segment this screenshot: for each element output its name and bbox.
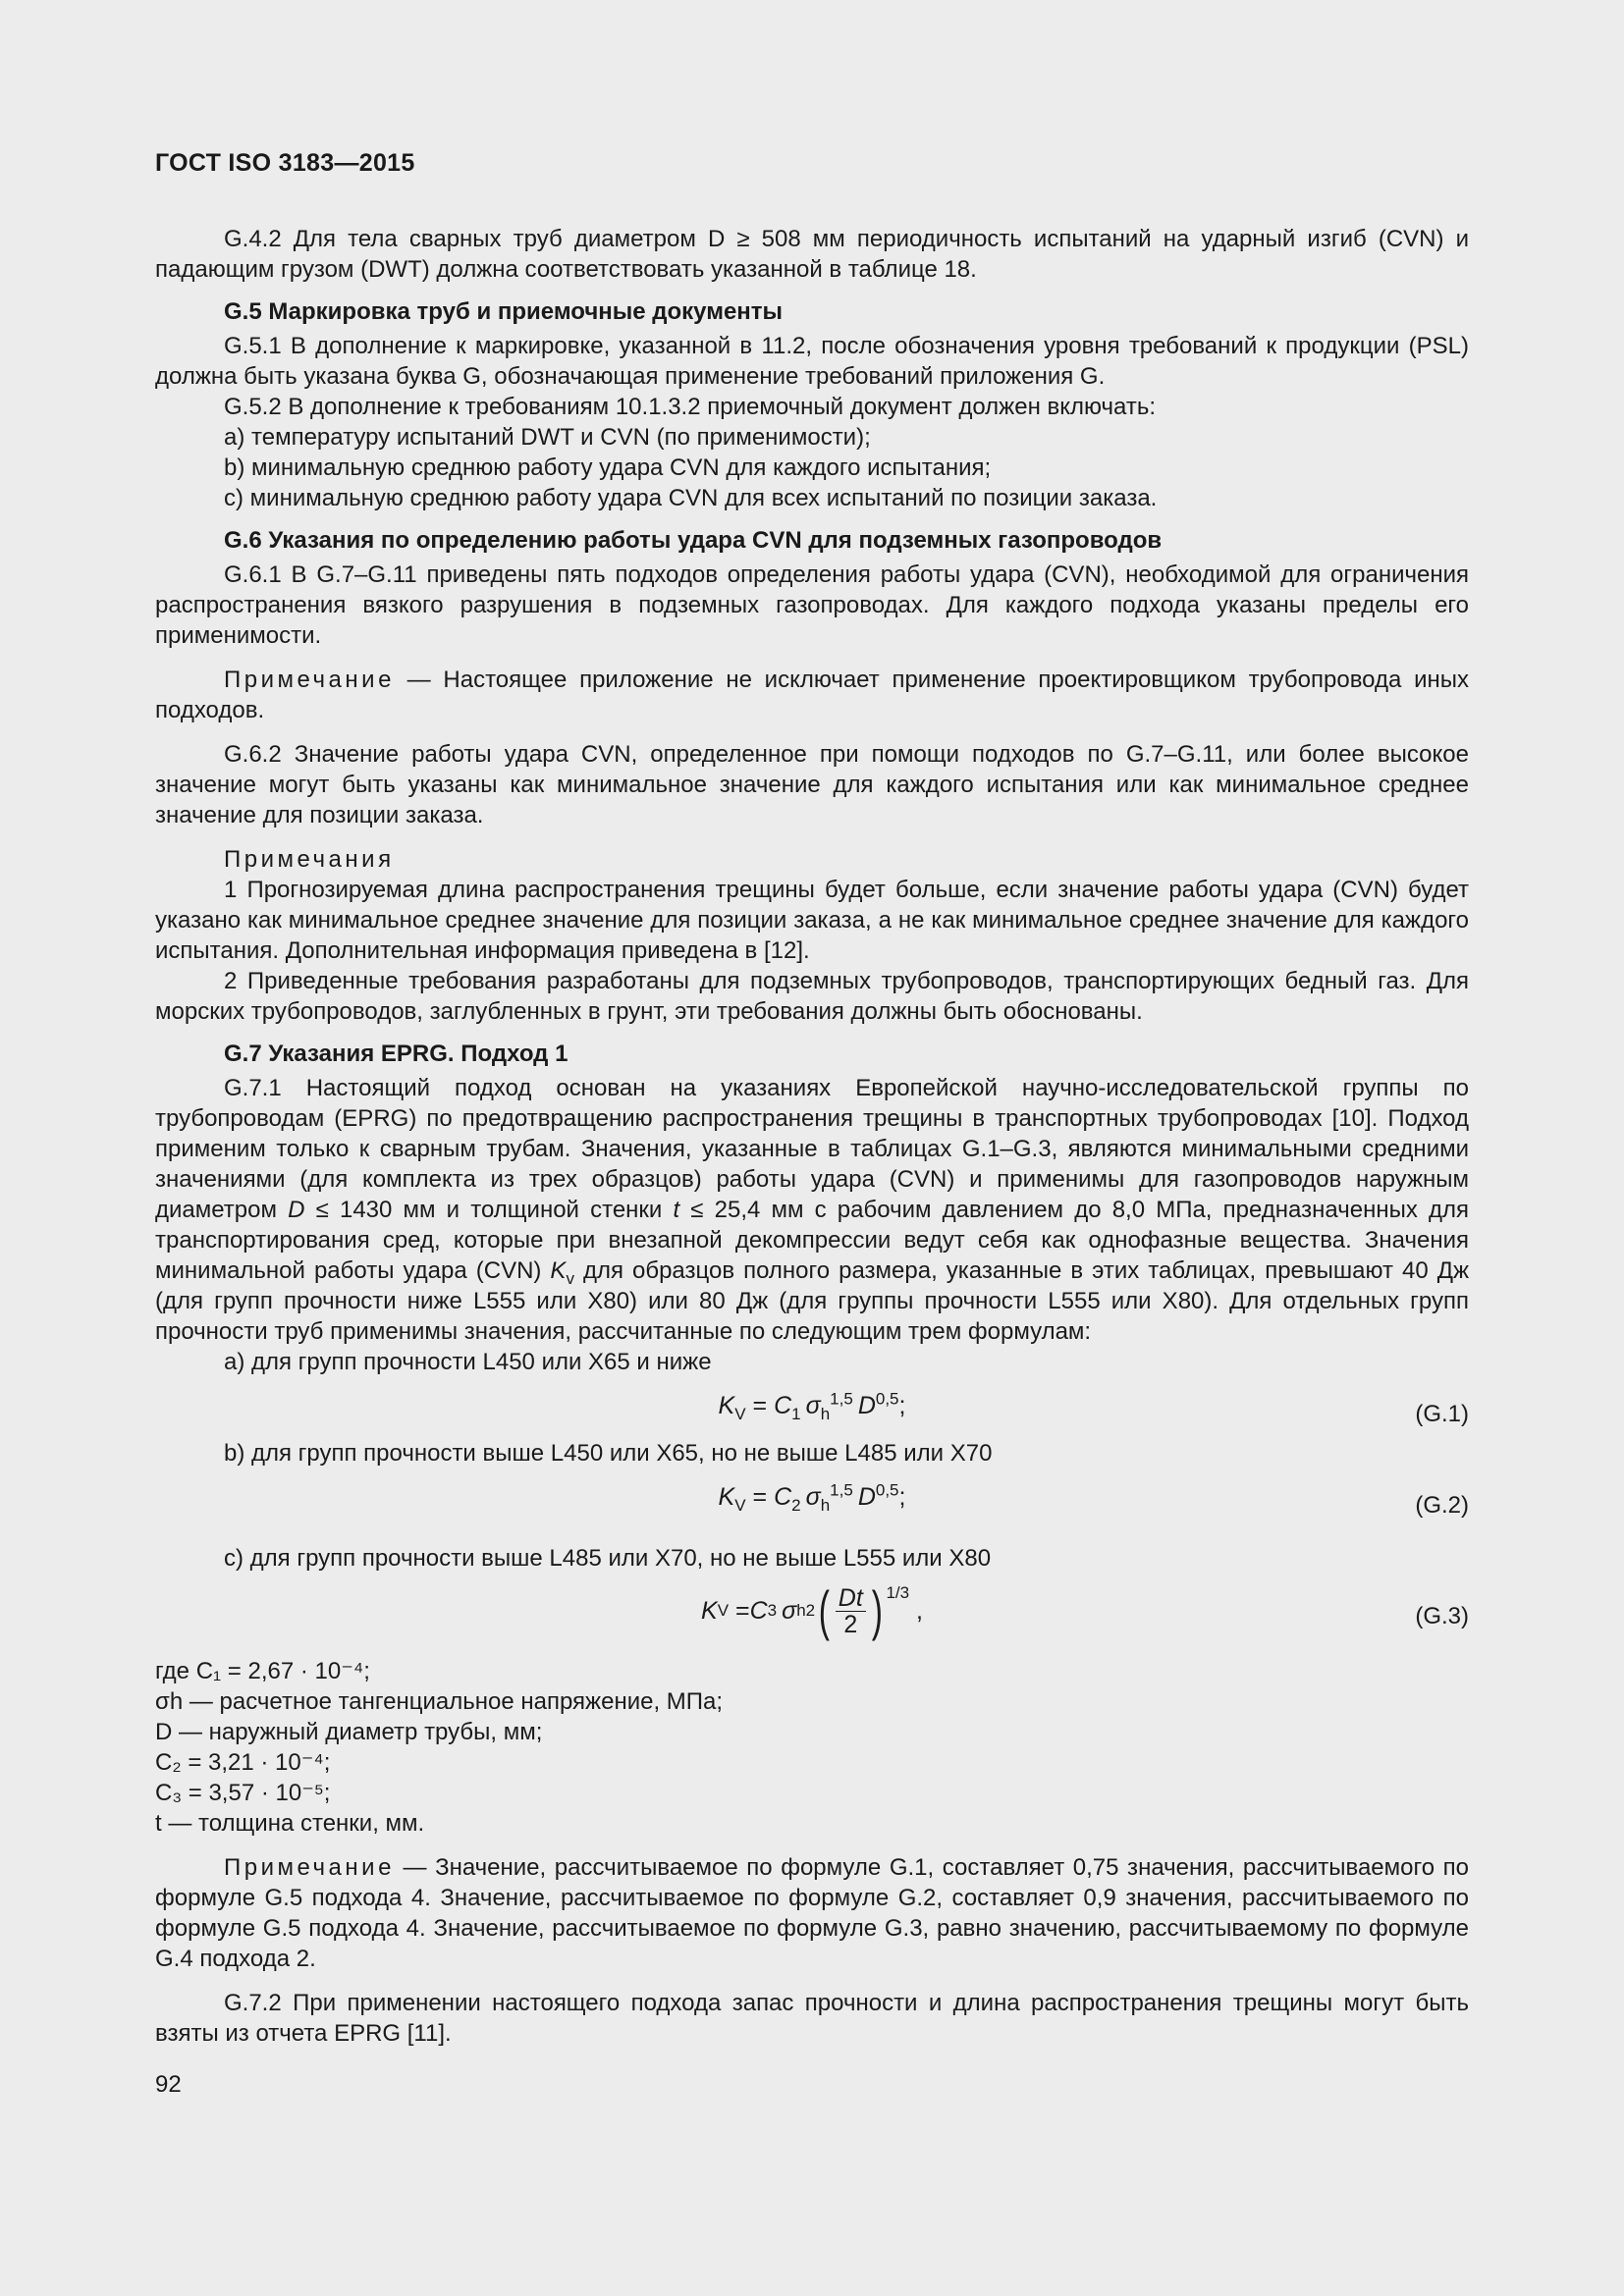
formula-item-c: c) для групп прочности выше L485 или X70, но не выше L555 или X80 [224, 1545, 992, 1572]
symbol-kv: K [550, 1257, 567, 1284]
legend-line: C₂ = 3,21 · 10⁻⁴; [155, 1749, 331, 1776]
formula-g1: $K_V = C_1$ $\sigma_h^{1,5}$ D$^{0,5}$; [718, 1389, 906, 1423]
paragraph-g42: G.4.2 Для тела сварных труб диаметром D ≥ 508 мм периодичность испытаний на ударный изгиб (CVN) и падающим грузом (DWT) должна соответствовать указанной в таблице 18. [155, 226, 1469, 283]
note-label: Примечание [224, 667, 395, 693]
note-item-2: 2 Приведенные требования разработаны для подземных трубопроводов, транспортирующих бедный газ. Для морских трубопроводов, заглубленных в грунт, эти требования должны быть обоснованы. [155, 968, 1469, 1025]
page-number: 92 [155, 2071, 182, 2098]
paragraph-g71-part-c: ≤ 25,4 мм с рабочим давлением до 8,0 МПа, предназначенных для транспортирования сред, которые при внезапной декомпрессии ведут себя как однофазные вещества. Значения минимальной работы удара (CVN) [155, 1197, 1469, 1284]
note-text: — Настоящее приложение не исключает применение проектировщиком трубопровода иных подходов. [155, 667, 1469, 723]
note-3 [155, 1852, 1469, 1974]
list-item: b) минимальную среднюю работу удара CVN для каждого испытания; [224, 454, 992, 481]
formula-row-g1 [155, 1377, 1469, 1438]
note-item-1: 1 Прогнозируемая длина распространения трещины будет больше, если значение работы удара (CVN) будет указано как минимальное среднее значение для позиции заказа, а не как минимальное среднее значение для каждого испытания. Дополнительная информация приведена в [12]. [155, 877, 1469, 964]
paragraph-g71-part-a: G.7.1 Настоящий подход основан на указаниях Европейской научно-исследовательской группы по трубопроводам (EPRG) по предотвращению распространения трещины в транспортных трубопроводах [10]. Подход применим только к сварным трубам. Значения, указанные в таблицах G.1–G.3, являются минимальными средними значениями (для комплекта из трех образцов) работы удара (CVN) и применимы для газопроводов наружным диаметром [155, 1075, 1469, 1223]
legend-line: t — толщина стенки, мм. [155, 1810, 425, 1837]
paragraph-g52: G.5.2 В дополнение к требованиям 10.1.3.2 приемочный документ должен включать: [224, 394, 1156, 420]
formula-legend [155, 1656, 1469, 1839]
notes-label-text: Примечания [224, 846, 395, 873]
note-label: Примечание [224, 1854, 395, 1881]
equation-number: (G.1) [1415, 1401, 1469, 1427]
notes-label [155, 844, 1469, 875]
paragraph-g71 [155, 1073, 1469, 1347]
paragraph-g72: G.7.2 При применении настоящего подхода запас прочности и длина распространения трещины могут быть взяты из отчета EPRG [11]. [155, 1990, 1469, 2047]
formula-item-a: a) для групп прочности L450 или X65 и ниже [224, 1349, 712, 1375]
paragraph-g61: G.6.1 В G.7–G.11 приведены пять подходов определения работы удара (CVN), необходимой для ограничения распространения вязкого разрушения в подземных газопроводах. Для каждого подхода указаны пределы его применимости. [155, 561, 1469, 649]
equation-number: (G.3) [1415, 1603, 1469, 1629]
note-1 [155, 665, 1469, 725]
formula-g3: K V = C 3 σ h 2 ( $\frac{Dt}{2}$ ) $^{1/3}$ , [701, 1579, 923, 1641]
paragraph-g62: G.6.2 Значение работы удара CVN, определенное при помощи подходов по G.7–G.11, или более высокое значение могут быть указаны как минимальное значение для каждого испытания или как минимальное среднее значение для позиции заказа. [155, 741, 1469, 828]
formula-g2: $K_V = C_2$ $\sigma_h^{1,5}$ D$^{0,5}$; [718, 1480, 906, 1515]
list-item: a) температуру испытаний DWT и CVN (по применимости); [224, 424, 871, 451]
heading-g6: G.6 Указания по определению работы удара CVN для подземных газопроводов [224, 527, 1163, 554]
note-text: — Значение, рассчитываемое по формуле G.1, составляет 0,75 значения, рассчитываемого по формуле G.5 подхода 4. Значение, рассчитываемое по формуле G.2, составляет 0,9 значения, рассчитываемого по формуле G.5 подхода 4. Значение, рассчитываемое по формуле G.3, равно значению, рассчитываемому по формуле G.4 подхода 2. [155, 1854, 1469, 1972]
legend-line: где C₁ = 2,67 · 10⁻⁴; [155, 1658, 370, 1684]
legend-line: C₃ = 3,57 · 10⁻⁵; [155, 1780, 331, 1806]
heading-g7: G.7 Указания EPRG. Подход 1 [224, 1041, 568, 1067]
legend-line: σh — расчетное тангенциальное напряжение, МПа; [155, 1688, 724, 1715]
symbol-d: D [288, 1197, 305, 1223]
formula-row-g3 [155, 1574, 1469, 1656]
list-item: c) минимальную среднюю работу удара CVN для всех испытаний по позиции заказа. [224, 485, 1158, 511]
document-header: ГОСТ ISO 3183—2015 [155, 149, 415, 177]
symbol-t: t [673, 1197, 680, 1223]
heading-g5: G.5 Маркировка труб и приемочные документы [224, 298, 784, 325]
formula-row-g2 [155, 1468, 1469, 1529]
equation-number: (G.2) [1415, 1492, 1469, 1519]
formula-item-b: b) для групп прочности выше L450 или X65, но не выше L485 или X70 [224, 1440, 993, 1467]
paragraph-g51: G.5.1 В дополнение к маркировке, указанной в 11.2, после обозначения уровня требований к продукции (PSL) должна быть указана буква G, обозначающая применение требований приложения G. [155, 333, 1469, 390]
paragraph-g71-part-d: для образцов полного размера, указанные в этих таблицах, превышают 40 Дж (для групп прочности ниже L555 или X80) или 80 Дж (для группы прочности L555 или X80). Для отдельных групп прочности труб применимы значения, рассчитанные по следующим трем формулам: [155, 1257, 1469, 1345]
page-content [155, 224, 1469, 2049]
legend-line: D — наружный диаметр трубы, мм; [155, 1719, 543, 1745]
symbol-kv-sub: v [566, 1268, 574, 1288]
paragraph-g71-part-b: ≤ 1430 мм и толщиной стенки [304, 1197, 674, 1223]
